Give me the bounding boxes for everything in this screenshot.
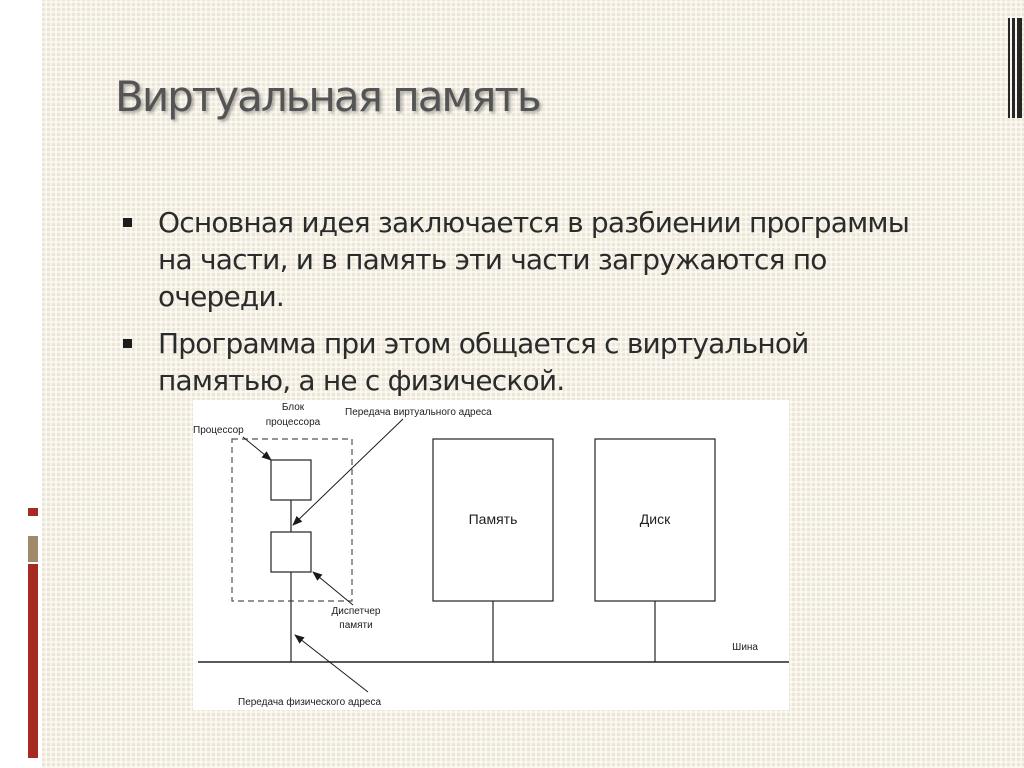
slide-title: Виртуальная память [115,72,540,121]
bullet-item [120,325,940,399]
mmu-label-line1: Диспетчер [331,606,381,617]
virtual-address-label: Передача виртуального адреса [345,407,492,418]
virtual-memory-diagram [193,400,789,710]
bus-label: Шина [732,642,758,653]
bullet-item [120,204,940,315]
decorative-vertical-lines [1008,18,1022,118]
bullet-marker-icon [123,339,132,348]
cpu-block-label-line2: процессора [265,417,321,428]
bullet-text: Основная идея заключается в разбиении программы на части, и в память эти части загружаются по очереди. [158,206,910,313]
mmu-arrow [313,572,353,605]
memory-label: Память [468,511,518,527]
mmu-label-line2: памяти [339,620,373,631]
bullet-marker-icon [123,218,132,227]
diagram-canvas [193,400,789,710]
processor-arrow [243,437,271,460]
processor-label: Процессор [193,425,244,436]
physical-address-arrow [295,635,368,692]
side-accent-bars [28,508,38,758]
disk-label: Диск [639,511,671,527]
bullet-text: Программа при этом общается с виртуальной памятью, а не с физической. [158,327,809,397]
processor-box [271,460,311,500]
mmu-box [271,532,311,572]
cpu-block-label-line1: Блок [281,402,305,413]
bullet-list [120,204,940,409]
physical-address-label: Передача физического адреса [238,697,382,708]
